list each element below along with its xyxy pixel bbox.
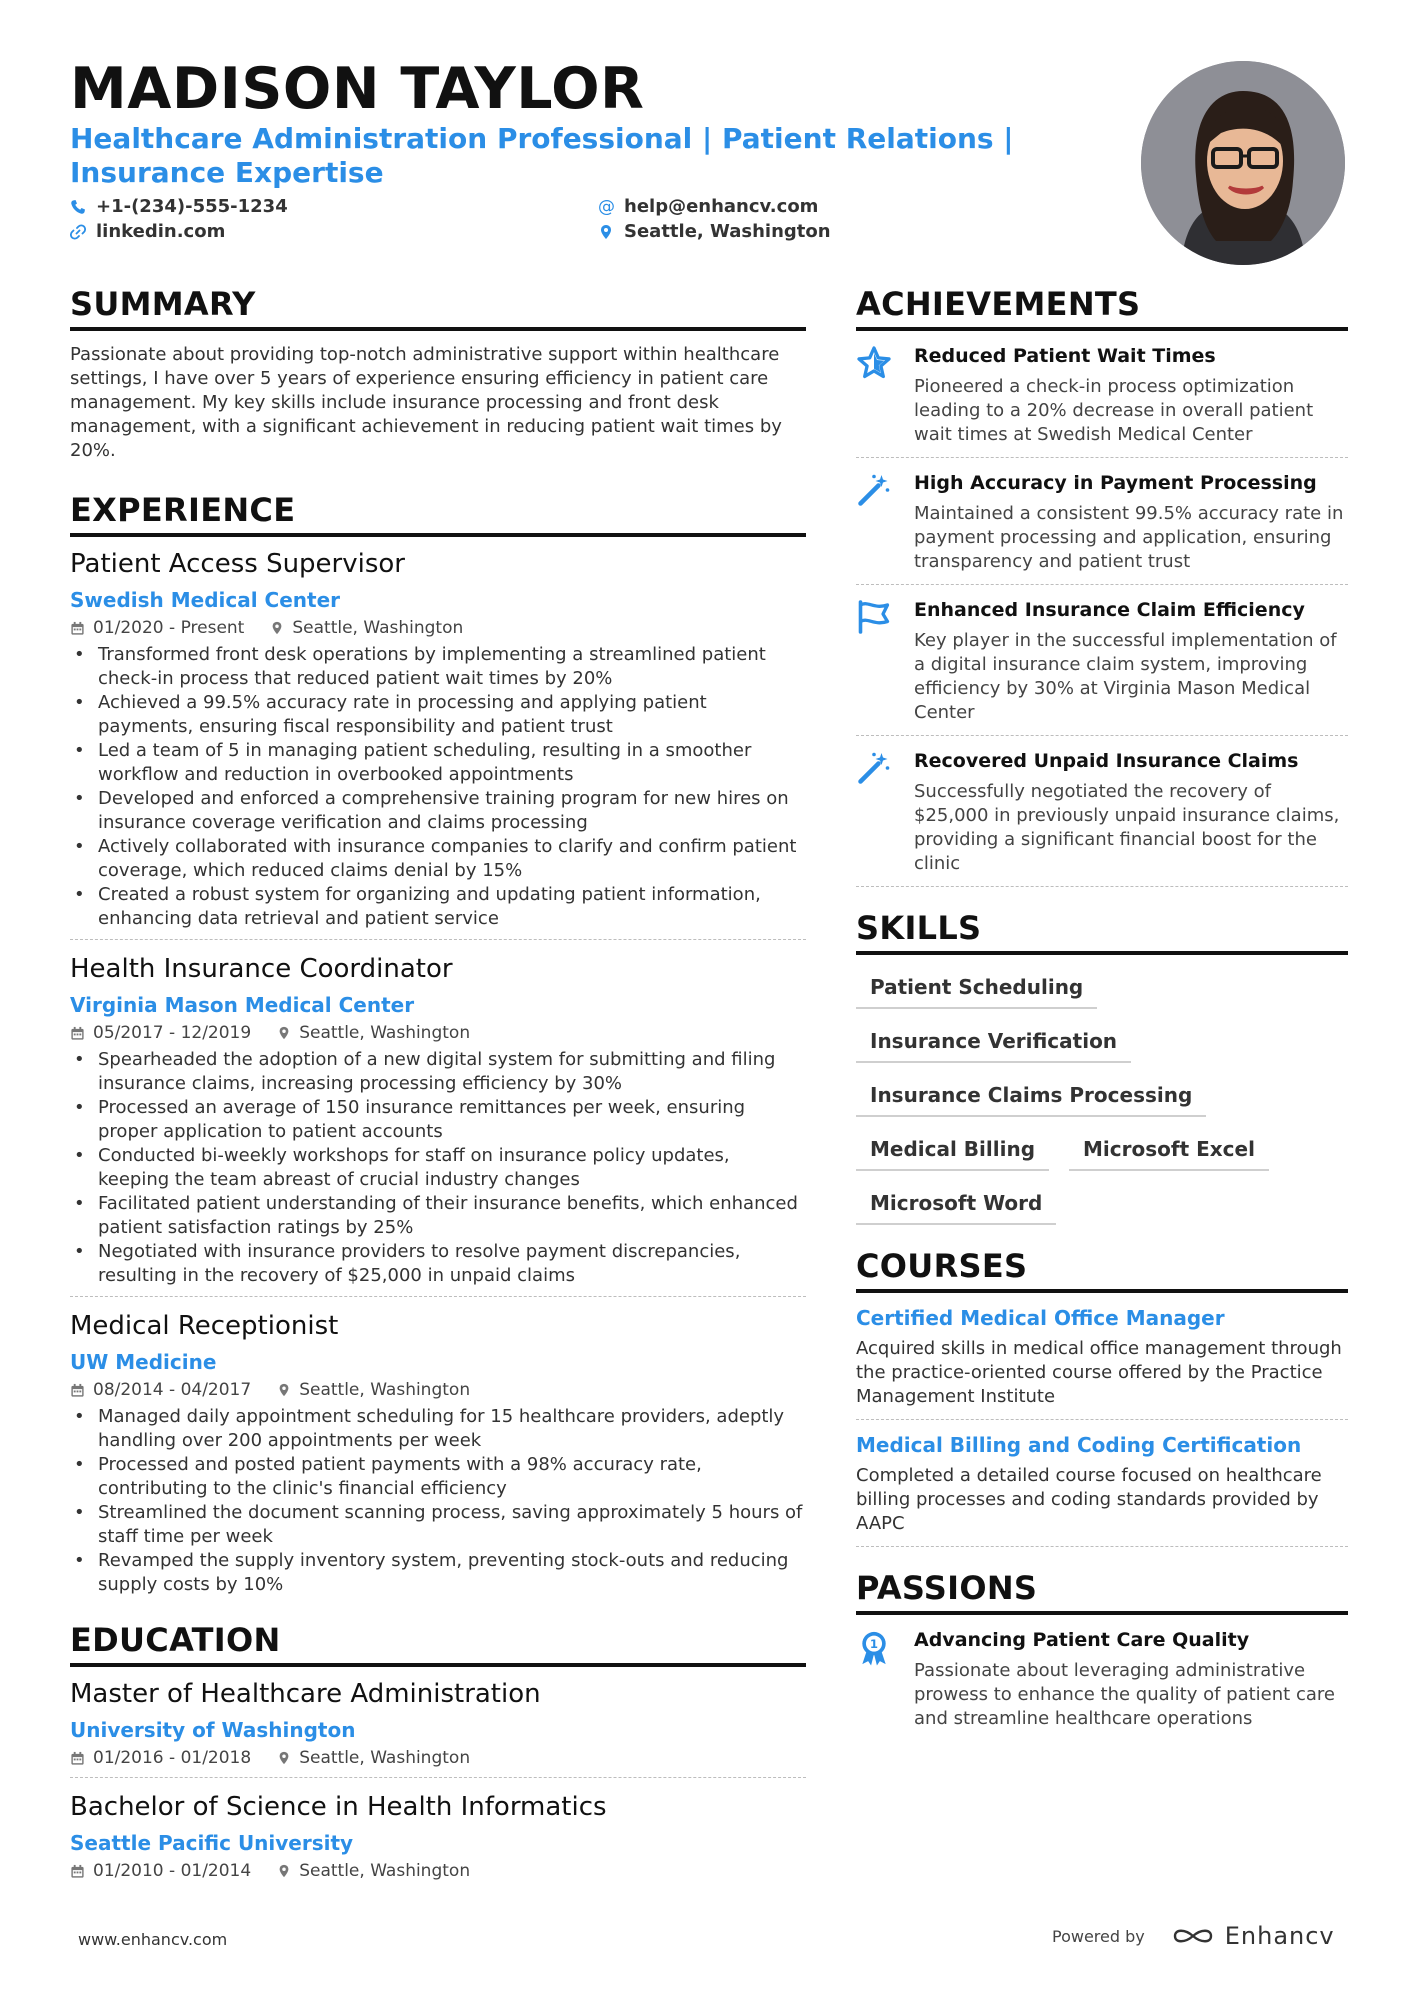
education-meta: [70, 1747, 806, 1769]
achievement-title: Reduced Patient Wait Times: [914, 345, 1216, 367]
calendar-icon: [70, 1864, 85, 1879]
school-name[interactable]: Seattle Pacific University: [70, 1831, 354, 1855]
achievement-title: Enhanced Insurance Claim Efficiency: [914, 599, 1305, 621]
list-item: • Actively collaborated with insurance companies to clarify and confirm patient coverage, which reduced claims denial by 15%: [70, 835, 806, 883]
list-item: • Achieved a 99.5% accuracy rate in processing and applying patient payments, ensuring fiscal responsibility and patient trust: [70, 691, 806, 739]
job-meta: [70, 1379, 806, 1401]
job-dates: 01/2020 - Present: [93, 618, 245, 638]
enhancv-logo-icon: [1171, 1925, 1215, 1947]
job-title: Health Insurance Coordinator: [70, 954, 453, 984]
company-name[interactable]: Virginia Mason Medical Center: [70, 993, 415, 1017]
experience-item: [70, 952, 806, 1303]
email-text: help@enhancv.com: [624, 196, 819, 217]
achievement-desc: Key player in the successful implementation of a digital insurance claim system, improving efficiency by 30% at Virginia Mason Medical Center: [914, 630, 1337, 723]
experience-heading: EXPERIENCE: [70, 491, 806, 537]
experience-item: [70, 1309, 806, 1603]
job-dates: 08/2014 - 04/2017: [93, 1380, 252, 1400]
job-meta: [70, 1022, 806, 1044]
divider: [70, 939, 806, 940]
candidate-name: MADISON TAYLOR: [70, 56, 645, 122]
location-pin-icon: [277, 1863, 291, 1879]
brand-name[interactable]: Enhancv: [1224, 1922, 1335, 1950]
list-item: • Processed an average of 150 insurance remittances per week, ensuring proper application to patient accounts: [70, 1096, 806, 1144]
calendar-icon: [70, 1751, 85, 1766]
job-title: Medical Receptionist: [70, 1311, 339, 1341]
list-item: • Streamlined the document scanning process, saving approximately 5 hours of staff time per week: [70, 1501, 806, 1549]
contact-phone[interactable]: [70, 196, 288, 217]
phone-text: +1-(234)-555-1234: [96, 196, 288, 217]
course-item: [856, 1293, 1348, 1420]
location-pin-icon: [277, 1382, 291, 1398]
degree-title: Master of Healthcare Administration: [70, 1679, 541, 1709]
divider: [70, 1777, 806, 1778]
list-item: • Managed daily appointment scheduling for 15 healthcare providers, adeptly handling over 200 appointments per week: [70, 1405, 806, 1453]
summary-text: Passionate about providing top-notch administrative support within healthcare settings, I have over 5 years of experience ensuring efficiency in patient care management. My key skills include insurance processing and front desk management, with a significant achievement in reducing patient wait times by 20%.: [70, 344, 782, 461]
experience-item: [70, 547, 806, 946]
course-item: [856, 1420, 1348, 1547]
passion-title: Advancing Patient Care Quality: [914, 1629, 1250, 1651]
course-desc: Completed a detailed course focused on healthcare billing processes and coding standards provided by AAPC: [856, 1465, 1322, 1534]
list-item: • Negotiated with insurance providers to resolve payment discrepancies, resulting in the recovery of $25,000 in unpaid claims: [70, 1240, 806, 1288]
achievement-item: [856, 585, 1348, 736]
magic-wand-icon: [856, 472, 892, 508]
profile-photo: [1141, 61, 1345, 265]
job-location: Seattle, Washington: [299, 1380, 471, 1400]
education-dates: 01/2010 - 01/2014: [93, 1861, 252, 1881]
achievement-desc: Successfully negotiated the recovery of $25,000 in previously unpaid insurance claims, providing a significant financial boost for the clinic: [914, 781, 1340, 874]
at-icon: @: [598, 196, 615, 217]
job-bullets: [70, 1048, 806, 1288]
job-dates: 05/2017 - 12/2019: [93, 1023, 252, 1043]
link-icon: [70, 224, 86, 240]
list-item: • Created a robust system for organizing and updating patient information, enhancing data retrieval and patient service: [70, 883, 806, 931]
summary-heading: SUMMARY: [70, 285, 806, 331]
calendar-icon: [70, 621, 85, 636]
location-text: Seattle, Washington: [624, 221, 831, 242]
list-item: • Developed and enforced a comprehensive training program for new hires on insurance coverage verification and claims processing: [70, 787, 806, 835]
linkedin-text: linkedin.com: [96, 221, 226, 242]
skill-tag: Microsoft Word: [856, 1185, 1056, 1225]
left-column: [70, 285, 806, 1888]
magic-wand-icon: [856, 750, 892, 786]
star-icon: [856, 345, 892, 381]
education-heading: EDUCATION: [70, 1621, 806, 1667]
contact-email[interactable]: [598, 196, 818, 217]
headline: Healthcare Administration Professional | Patient Relations | Insurance Expertise: [70, 122, 1014, 189]
calendar-icon: [70, 1026, 85, 1041]
list-item: • Transformed front desk operations by implementing a streamlined patient check-in process that reduced patient wait times by 20%: [70, 643, 806, 691]
company-name[interactable]: Swedish Medical Center: [70, 588, 340, 612]
award-ribbon-icon: [856, 1629, 892, 1667]
education-item: [70, 1677, 806, 1784]
course-title[interactable]: Medical Billing and Coding Certification: [856, 1433, 1302, 1457]
passion-desc: Passionate about leveraging administrative prowess to enhance the quality of patient care and streamline healthcare operations: [914, 1660, 1335, 1729]
job-title: Patient Access Supervisor: [70, 549, 405, 579]
location-pin-icon: [277, 1025, 291, 1041]
education-location: Seattle, Washington: [299, 1748, 471, 1768]
achievement-desc: Pioneered a check-in process optimization leading to a 20% decrease in overall patient wait times at Swedish Medical Center: [914, 376, 1314, 445]
list-item: • Conducted bi-weekly workshops for staff on insurance policy updates, keeping the team abreast of crucial industry changes: [70, 1144, 806, 1192]
portrait-illustration: [1141, 61, 1345, 265]
achievement-title: Recovered Unpaid Insurance Claims: [914, 750, 1299, 772]
svg-text:1: 1: [869, 1637, 879, 1651]
passion-item: [856, 1615, 1348, 1741]
achievement-title: High Accuracy in Payment Processing: [914, 472, 1317, 494]
skill-tag: Microsoft Excel: [1069, 1131, 1269, 1171]
calendar-icon: [70, 1383, 85, 1398]
list-item: • Revamped the supply inventory system, preventing stock-outs and reducing supply costs by 10%: [70, 1549, 806, 1597]
list-item: • Facilitated patient understanding of their insurance benefits, which enhanced patient satisfaction ratings by 25%: [70, 1192, 806, 1240]
company-name[interactable]: UW Medicine: [70, 1350, 217, 1374]
school-name[interactable]: University of Washington: [70, 1718, 356, 1742]
passions-heading: PASSIONS: [856, 1569, 1348, 1615]
skill-tag: Patient Scheduling: [856, 969, 1097, 1009]
education-item: [70, 1790, 806, 1888]
powered-by-label: Powered by: [1052, 1926, 1145, 1946]
divider: [70, 1296, 806, 1297]
skills-heading: SKILLS: [856, 909, 1348, 955]
job-bullets: [70, 1405, 806, 1597]
job-meta: [70, 617, 806, 639]
location-pin-icon: [277, 1750, 291, 1766]
location-pin-icon: [598, 224, 614, 240]
list-item: • Led a team of 5 in managing patient scheduling, resulting in a smoother workflow and reduction in overbooked appointments: [70, 739, 806, 787]
skill-tag: Insurance Claims Processing: [856, 1077, 1206, 1117]
skills-list: [856, 969, 1348, 1239]
right-column: [856, 285, 1348, 1741]
list-item: • Processed and posted patient payments with a 98% accuracy rate, contributing to the clinic's financial efficiency: [70, 1453, 806, 1501]
education-meta: [70, 1860, 806, 1882]
job-bullets: [70, 643, 806, 931]
education-location: Seattle, Washington: [299, 1861, 471, 1881]
course-desc: Acquired skills in medical office management through the practice-oriented course offered by the Practice Management Institute: [856, 1338, 1342, 1407]
skill-tag: Medical Billing: [856, 1131, 1049, 1171]
flag-icon: [856, 599, 892, 635]
phone-icon: [70, 199, 86, 215]
achievements-heading: ACHIEVEMENTS: [856, 285, 1348, 331]
achievement-item: [856, 458, 1348, 585]
education-dates: 01/2016 - 01/2018: [93, 1748, 252, 1768]
skill-tag: Insurance Verification: [856, 1023, 1131, 1063]
footer-branding: [1052, 1922, 1335, 1950]
location-pin-icon: [270, 620, 284, 636]
achievement-item: [856, 736, 1348, 887]
job-location: Seattle, Washington: [292, 618, 464, 638]
achievement-desc: Maintained a consistent 99.5% accuracy rate in payment processing and application, ensuring transparency and patient trust: [914, 503, 1344, 572]
contact-linkedin[interactable]: [70, 221, 225, 242]
achievement-item: [856, 331, 1348, 458]
contact-location: [598, 221, 831, 242]
footer-website[interactable]: www.enhancv.com: [78, 1930, 228, 1949]
courses-heading: COURSES: [856, 1247, 1348, 1293]
course-title[interactable]: Certified Medical Office Manager: [856, 1306, 1225, 1330]
degree-title: Bachelor of Science in Health Informatics: [70, 1792, 607, 1822]
job-location: Seattle, Washington: [299, 1023, 471, 1043]
list-item: • Spearheaded the adoption of a new digital system for submitting and filing insurance claims, increasing processing efficiency by 30%: [70, 1048, 806, 1096]
